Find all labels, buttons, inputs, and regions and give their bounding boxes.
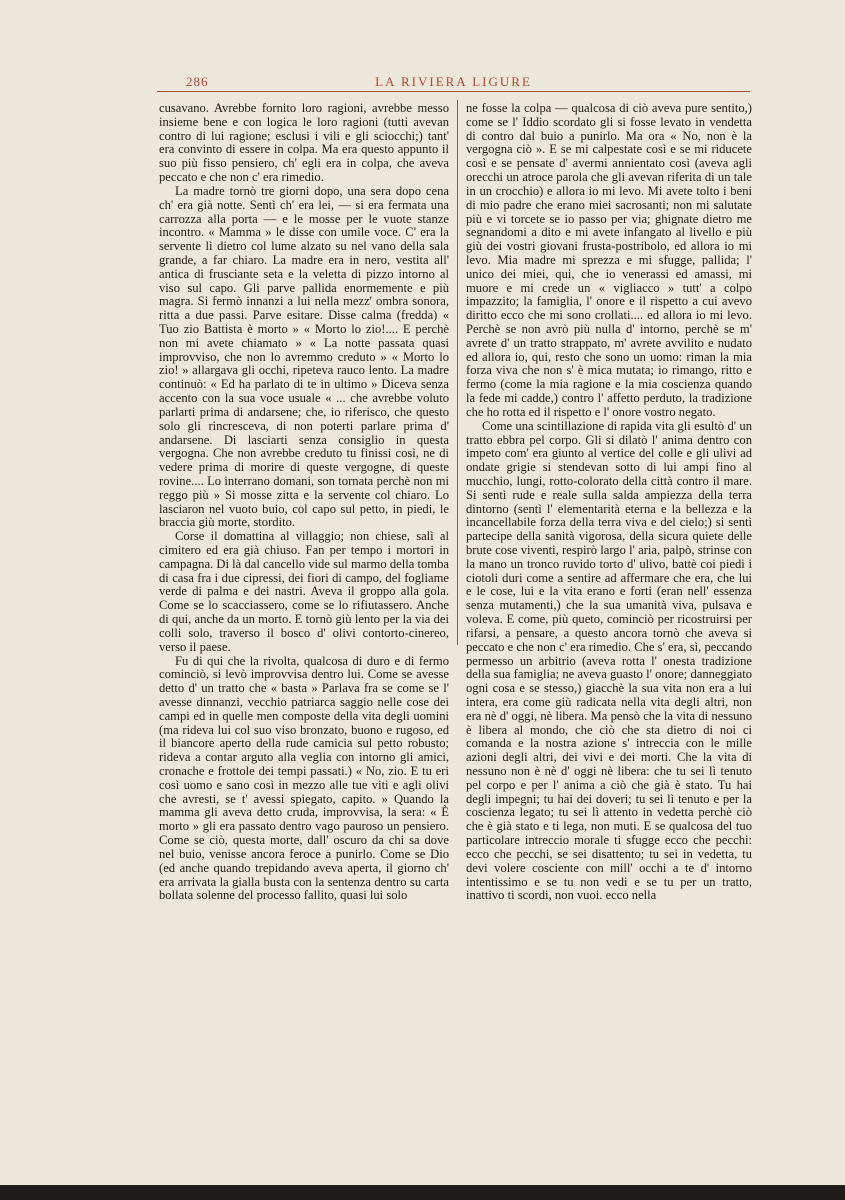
paragraph: Corse il domattina al villaggio; non chiese, salì al cimitero ed era già chiuso. Fan per tempo i mortori in campagna. Di là dal cancello vide sul marmo della tomba di casa fra i due cipressi, dei fiori di campo, del fogliame verde di palma e dei nastri. Aveva il groppo alla gola. Come se lo scacciassero, come se lo rifiutassero. Anche di qui, anche da un morto. E tornò giù lento per la via dei colli solo, traverso il bosco d' olivi contorto-cinereo, verso il paese. bbox=[159, 529, 449, 654]
page-number: 286 bbox=[186, 74, 209, 89]
header-rule bbox=[157, 91, 750, 92]
paragraph: Come una scintillazione di rapida vita gli esultò d' un tratto ebbra pel corpo. Gli si dilatò l' anima dentro con impeto com' era giunto al vertice del colle e gli ulivi ad ondate grigie si stendevan sotto di lui ampi fino al mucchio, lungi, rotto-colorato della città contro il mare. Si sentì rude e reale sulla salda ampiezza della terra dintorno (sentì l' elementarità eterna e la bellezza e la incancellabile forza della terra viva e del cielo;) si sentì partecipe della sanità vigorosa, della sicura quiete delle brute cose viventi, respirò largo l' aria, palpò, strinse con la mano un tronco ruvido torto d' ulivo, battè coi piedi i ciotoli duri come a sentire ad affermare che era, che lui e le cose, lui e la vita erano e forti (eran nell' essenza senza mutamenti,) che la sua umanità viva, pulsava e voleva. E come, più queto, cominciò per ricostruirsi per rifarsi, a pensare, a questo ancora tornò che aveva si peccato e che non c' era rimedio. Che s' era, sì, peccando permesso un arbitrio (aveva rotta l' onesta tradizione della sua famiglia; ne aveva guasto l' onore; danneggiato ogni cosa e se stesso,) giacchè la sua vita non era a lui intera, era come giù radicata nella vita degli altri, non era nè d' oggi, nè libera. Ma pensò che la vita di nessuno è libera al mondo, che ciò che sta dietro di noi ci comanda e la nostra azione s' intreccia con le mille azioni degli altri, dei vivi e dei morti. Che la vita di nessuno non è nè d' oggi nè libera: che tu sei lì tenuto pel corpo e per l' anima a ciò che già è stato. Tu hai degli impegni; tu hai dei doveri; tu sei lì tenuto e per la coscienza legato; tu sei lì attento in vedetta perchè ciò che è già stato e ti lega, non muti. E se qualcosa del tuo particolare intreccio morale ti sfugge ecco che pecchi: ecco che pecchi, se sei disattento; tu sei in vedetta, tu devi volere cosciente con mill' occhi a te d' intorno intentissimo e se tu non vedi e se tu per un tratto, inattivo ti scordi, non vuoi. ecco nella bbox=[466, 418, 752, 903]
right-column bbox=[466, 102, 752, 903]
paragraph: La madre tornò tre giorni dopo, una sera dopo cena ch' era già notte. Sentì ch' era lei, — si era fermata una carrozza alla porta — e le mosse per le vuote stanze incontro. « Mamma » le disse con umile voce. C' era la servente lì dietro col lume alzato su nel vano della sala grande, a far chiaro. La madre era in nero, vestita all' antica di frusciante seta e la veletta di pizzo intorno al viso sul capo. Gli parve pallida enormemente e più magra. Si fermò innanzi a lui nella mezz' ombra sonora, ritta a due passi. Parve esitare. Disse calma (fredda) « Tuo zio Battista è morto » « Morto lo zio!.... E perchè non mi avete chiamato » « La notte passata quasi improvviso, che non lo avremmo creduto » « Morto lo zio! » allargava gli occhi, ripeteva rauco lento. La madre continuò: « Ed ha parlato di te in ultimo » Diceva senza accento con la sua voce usuale « ... che avrebbe voluto parlarti prima di andarsene; che, io riferisco, che questo solo gli rincresceva, di non poterti parlare prima d' andarsene. Di lasciarti senza consiglio in questa vergogna. Che non avrebbe creduto tu finissi così, ne di vedere prima di morire di queste vergogne, di queste rovine.... Lo interrano domani, son tornata perchè non mi reggo più » Si mosse zitta e la servente col chiaro. Lo lasciaron nel vuoto buio, col capo sul petto, in piedi, le braccia giù morte, stordito. bbox=[159, 183, 449, 530]
left-column bbox=[159, 102, 449, 903]
page-header bbox=[157, 74, 750, 90]
scan-bottom-edge bbox=[0, 1185, 845, 1200]
paragraph: Fu di qui che la rivolta, qualcosa di duro e di fermo cominciò, si levò improvvisa dentro lui. Come se avesse detto d' un tratto che « basta » Parlava fra se come se l' avesse dinnanzi, vecchio patriarca saggio nelle cose dei campi ed in quelle men composte della vita degli uomini (ma rideva lui col suo viso bronzato, buono e rugoso, ed il biancore aperto della rude camicia sul petto robusto; rideva a contar arguto alla veglia con intorno gli amici, cronache e frottole dei tempi passati.) « No, zio. E tu eri così uomo e sano così in mezzo alle tue viti e agli olivi che avresti, se t' avessi spiegato, capito. » Quando la mamma gli aveva detto cruda, improvvisa, la sera: « È morto » gli era passato dentro vago pauroso un pensiero. Come se ciò, questa morte, dall' oscuro da chi sa dove nel buio, venisse ancora feroce a punirlo. Come se Dio (ed anche quando trepidando aveva aperta, il giorno ch' era arrivata la gialla busta con la sentenza dentro su carta bollata solenne del processo fallito, quasi lui solo bbox=[159, 653, 449, 903]
paragraph: ne fosse la colpa — qualcosa di ciò aveva pure sentito,) come se l' Iddio scordato gli si fosse levato in vendetta di contro dal buio a punirlo. Ma ora « No, non è la vergogna ciò ». E se mi calpestate così e se mi riducete così e se pensate d' avermi annientato così (aveva agli orecchi un atroce parola che gli avevan riferita di un tale in un crocchio) e allora io mi levo. Mi avete tolto i beni di mio padre che erano miei sacrosanti; non mi salutate più e vi torcete se io passo per via; ghignate dietro me segnandomi a dito e mi avete infangato al livello e più giù dei vostri giovani frusta-postribolo, ed allora io mi levo. Mia madre mi sprezza e mi sfugge, pallida; l' unico dei miei, qui, che io venerassi ed amassi, mi muore e mi crede un « vigliacco » tutt' a colpo impazzito; la famiglia, l' onore e il rispetto a cui avevo diritto ecco che mi sono crollati.... ed allora io mi levo. Perchè se non avrò più nulla d' intorno, perchè se m' avrete d' un tratto strappato, m' avrete avvilito e nudato ed allora io, qui, resto che sono un uomo: riman la mia forza viva che non s' è mica mutata; io rimango, ritto e fermo (come la mia ragione e la mia coscienza quando la fede mi cadde,) contro l' affetto perduto, la tradizione che ho rotta ed il rispetto e l' onore vostro negato. bbox=[466, 101, 752, 419]
paragraph: cusavano. Avrebbe fornito loro ragioni, avrebbe messo insieme bene e con logica le loro ragioni (tutti avevan contro di lui ragione; esclusi i vili e gli sciocchi;) tant' era convinto di essere in colpa. Ma era questo appunto il suo più fisso pensiero, ch' egli era in colpa, che aveva peccato e che non c' era rimedio. bbox=[159, 101, 449, 185]
column-divider bbox=[457, 100, 458, 645]
running-title: LA RIVIERA LIGURE bbox=[375, 74, 532, 89]
